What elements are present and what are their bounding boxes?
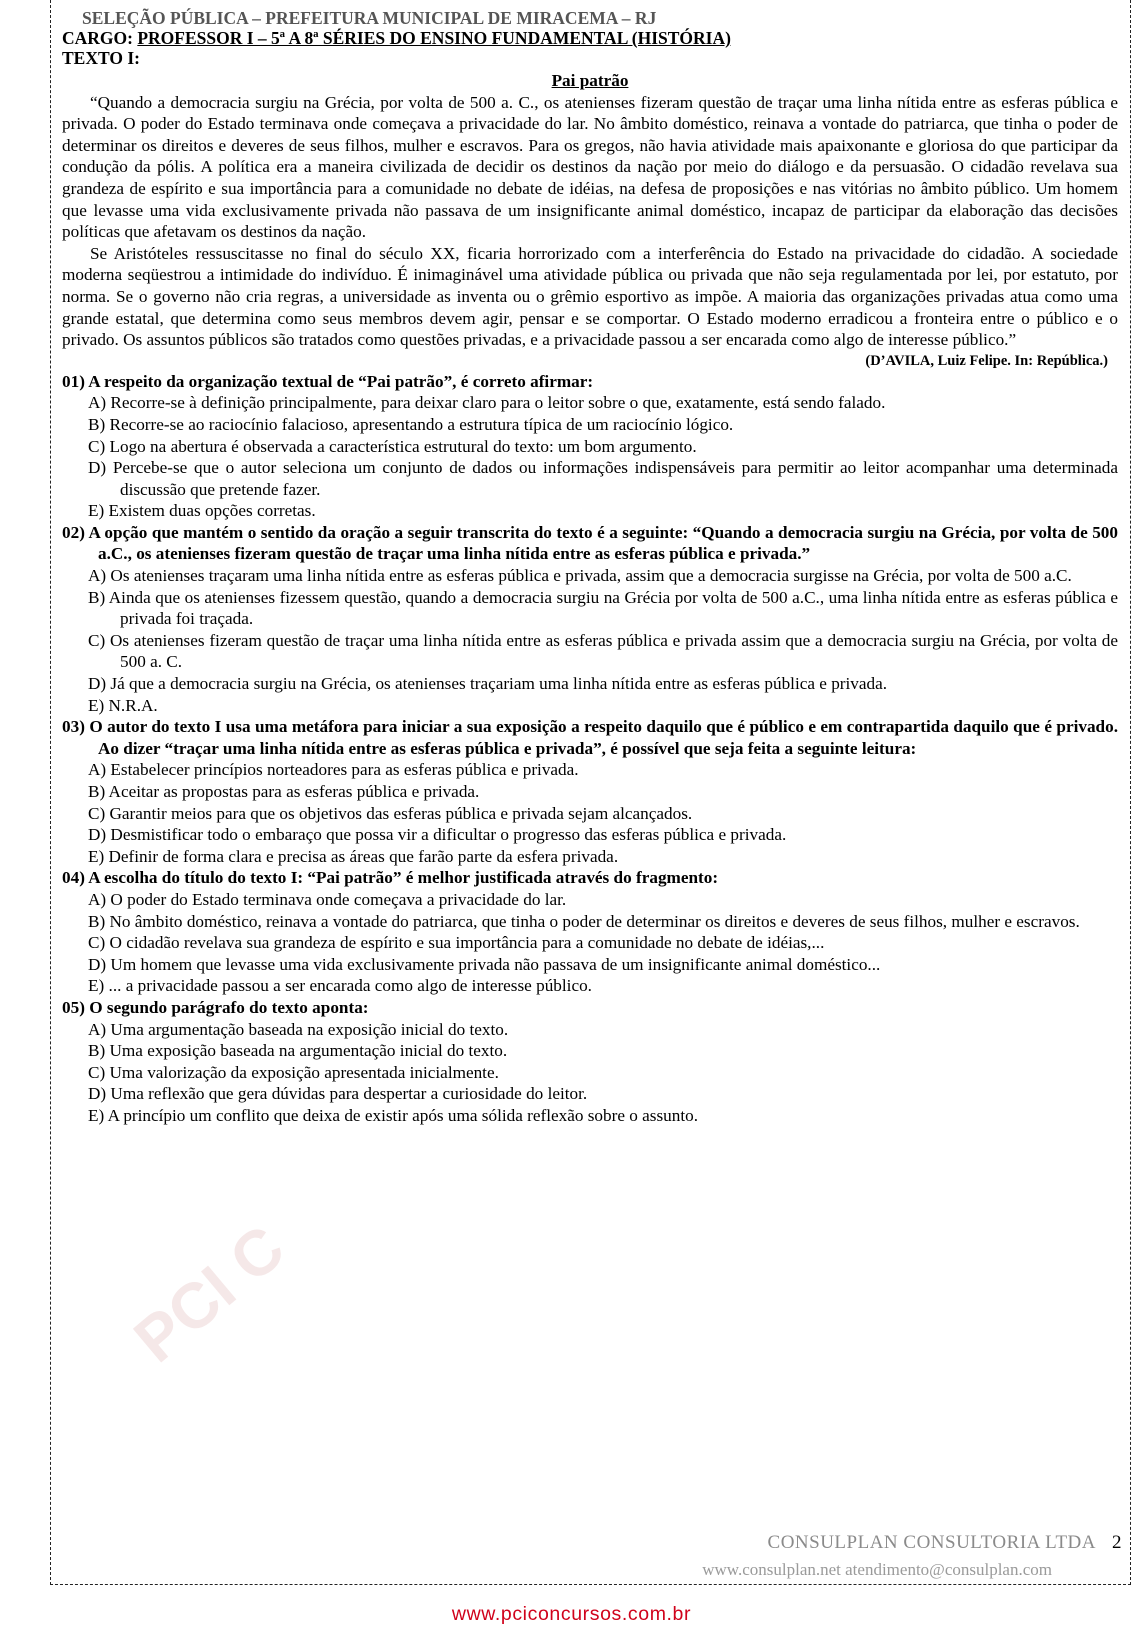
option-c: C) O cidadão revelava sua grandeza de espírito e sua importância para a comunidade no debate de idéias,... xyxy=(88,933,825,953)
question-stem: 01) A respeito da organização textual de “Pai patrão”, é correto afirmar: xyxy=(62,371,594,391)
option-c: C) Logo na abertura é observada a característica estrutural do texto: um bom argumento. xyxy=(88,436,697,456)
option-a: A) Os atenienses traçaram uma linha nítida entre as esferas pública e privada, assim que a democracia surgisse na Grécia, por volta de 500 a.C. xyxy=(88,566,1072,586)
option-c: C) Os atenienses fizeram questão de traçar uma linha nítida entre as esferas pública e privada assim que a democracia surgiu na Grécia, por volta de 500 a. C. xyxy=(88,630,1118,672)
exam-header: SELEÇÃO PÚBLICA – PREFEITURA MUNICIPAL DE MIRACEMA – RJ xyxy=(82,8,657,28)
option-c: C) Uma valorização da exposição apresentada inicialmente. xyxy=(88,1062,499,1082)
option-c: C) Garantir meios para que os objetivos das esferas pública e privada sejam alcançados. xyxy=(88,803,693,823)
option-d: D) Percebe-se que o autor seleciona um conjunto de dados ou informações indispensáveis para permitir ao leitor acompanhar uma determinada discussão que pretende fazer. xyxy=(88,458,1118,499)
pci-watermark: PCI C xyxy=(120,1211,298,1376)
cargo-label: CARGO: xyxy=(62,28,138,48)
question-03 xyxy=(62,716,1118,867)
option-e: E) Definir de forma clara e precisa as áreas que farão parte da esfera privada. xyxy=(88,846,619,866)
option-e: E) N.R.A. xyxy=(88,695,158,715)
texto-label: TEXTO I: xyxy=(62,48,140,68)
question-02 xyxy=(62,522,1118,716)
option-a: A) Estabelecer princípios norteadores para as esferas pública e privada. xyxy=(88,760,579,780)
page-content xyxy=(62,8,1118,1127)
question-stem: 05) O segundo parágrafo do texto aponta: xyxy=(62,997,369,1017)
option-b: B) Recorre-se ao raciocínio falacioso, apresentando a estrutura típica de um raciocínio lógico. xyxy=(88,414,734,434)
option-a: A) Recorre-se à definição principalmente, para deixar claro para o leitor sobre o que, exatamente, está sendo falado. xyxy=(88,393,886,413)
option-d: D) Desmistificar todo o embaraço que possa vir a dificultar o progresso das esferas pública e privada. xyxy=(88,825,787,845)
question-05 xyxy=(62,997,1118,1127)
text-paragraph-1: “Quando a democracia surgiu na Grécia, por volta de 500 a. C., os atenienses fizeram questão de traçar uma linha nítida entre as esferas pública e privada. O poder do Estado terminava onde começava a privacidade do lar. No âmbito doméstico, reinava a vontade do patriarca, que tinha o poder de determinar os direitos e deveres de seus filhos, mulher e escravos. Para os gregos, não havia atividade mais apaixonante e gloriosa do que participar da condução da pólis. A política era a maneira civilizada de decidir os destinos da nação por meio do diálogo e da persuasão. O cidadão revelava sua grandeza de espírito e sua importância para a comunidade no debate de idéias, na defesa de proposições e nas vitórias no âmbito público. Um homem que levasse uma vida exclusivamente privada não passava de um insignificante animal doméstico, incapaz de participar da elaboração das decisões políticas que afetavam os destinos da nação. xyxy=(62,92,1118,242)
page-number: 2 xyxy=(1112,1532,1122,1553)
footer-company-line xyxy=(600,1532,1122,1554)
site-url-link[interactable]: www.pciconcursos.com.br xyxy=(451,1603,692,1625)
option-b: B) Aceitar as propostas para as esferas pública e privada. xyxy=(88,782,480,801)
text-source: (D’AVILA, Luiz Felipe. In: República.) xyxy=(865,352,1108,369)
text-paragraph-2: Se Aristóteles ressuscitasse no final do século XX, ficaria horrorizado com a interferência do Estado na privacidade do cidadão. A sociedade moderna seqüestrou a intimidade do indivíduo. É inimaginável uma atividade pública ou privada que não seja regulamentada por lei, por estatuto, por norma. Se o governo não cria regras, a universidade as inventa ou o grêmio esportivo as impõe. A maioria das organizações privadas atua como uma grande estatal, que determina como seus membros devem agir, pensar e se comportar. O Estado moderno erradicou a fronteira entre o público e o privado. Os assuntos públicos são tratados como questões privadas, e a privacidade passou a ser encarada como algo de interesse público.” xyxy=(62,243,1118,350)
question-stem: 03) O autor do texto I usa uma metáfora para iniciar a sua exposição a respeito daquilo que é público e em contrapartida daquilo que é privado. Ao dizer “traçar uma linha nítida entre as esferas pública e privada”, é possível que seja feita a seguinte leitura: xyxy=(62,717,1118,758)
option-d: D) Já que a democracia surgiu na Grécia, os atenienses traçariam uma linha nítida entre as esferas pública e privada. xyxy=(88,674,888,694)
cargo-value: PROFESSOR I – 5ª A 8ª SÉRIES DO ENSINO FUNDAMENTAL (HISTÓRIA) xyxy=(137,28,731,48)
option-e: E) ... a privacidade passou a ser encarada como algo de interesse público. xyxy=(88,976,592,996)
footer-company: CONSULPLAN CONSULTORIA LTDA xyxy=(767,1532,1096,1553)
footer-contact: www.consulplan.net atendimento@consulplan.com xyxy=(702,1560,1052,1579)
cargo-line xyxy=(62,28,1118,48)
question-04 xyxy=(62,867,1118,997)
option-e: E) Existem duas opções corretas. xyxy=(88,501,316,521)
option-d: D) Um homem que levasse uma vida exclusivamente privada não passava de um insignificante animal doméstico... xyxy=(88,954,881,974)
option-a: A) Uma argumentação baseada na exposição inicial do texto. xyxy=(88,1019,509,1039)
option-b: B) No âmbito doméstico, reinava a vontade do patriarca, que tinha o poder de determinar os direitos e deveres de seus filhos, mulher e escravos. xyxy=(88,911,1080,931)
question-stem: 02) A opção que mantém o sentido da oração a seguir transcrita do texto é a seguinte: “Quando a democracia surgiu na Grécia, por volta de 500 a.C., os atenienses fizeram questão de traçar uma linha nítida entre as esferas pública e privada.” xyxy=(62,522,1118,564)
option-a: A) O poder do Estado terminava onde começava a privacidade do lar. xyxy=(88,889,567,909)
option-e: E) A princípio um conflito que deixa de existir após uma sólida reflexão sobre o assunto. xyxy=(88,1105,699,1125)
option-b: B) Uma exposição baseada na argumentação inicial do texto. xyxy=(88,1041,508,1061)
question-stem: 04) A escolha do título do texto I: “Pai patrão” é melhor justificada através do fragmento: xyxy=(62,868,719,888)
option-d: D) Uma reflexão que gera dúvidas para despertar a curiosidade do leitor. xyxy=(88,1084,588,1104)
question-01 xyxy=(62,371,1118,522)
text-title: Pai patrão xyxy=(551,71,629,90)
option-b: B) Ainda que os atenienses fizessem questão, quando a democracia surgiu na Grécia por volta de 500 a.C., uma linha nítida entre as esferas pública e privada foi traçada. xyxy=(88,587,1118,629)
